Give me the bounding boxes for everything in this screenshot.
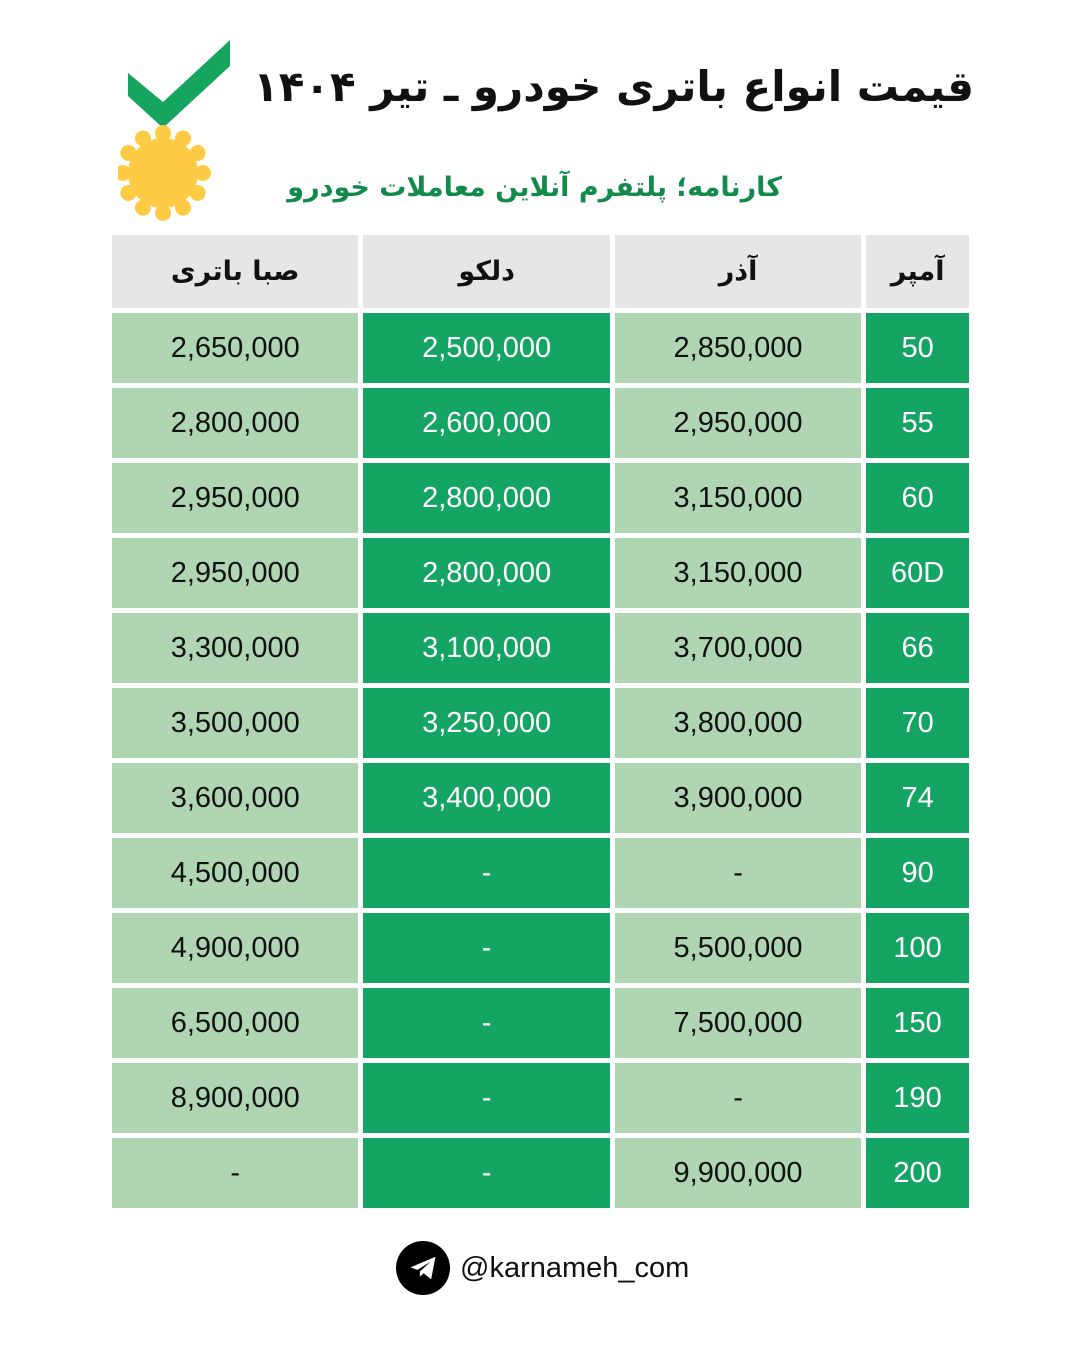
cell-amp: 90 [866, 838, 969, 908]
cell-delkor: 2,800,000 [363, 463, 609, 533]
cell-saba: 2,950,000 [112, 538, 358, 608]
cell-delkor: 2,800,000 [363, 538, 609, 608]
cell-amp: 66 [866, 613, 969, 683]
check-icon [128, 40, 230, 128]
table-row [112, 1063, 969, 1133]
cell-delkor: - [363, 913, 609, 983]
rosette-badge-icon [118, 125, 211, 221]
page-title: قیمت انواع باتری خودرو ـ تیر ۱۴۰۴ [253, 62, 974, 111]
table-row [112, 1138, 969, 1208]
table-row [112, 763, 969, 833]
cell-delkor: - [363, 988, 609, 1058]
page-subtitle: کارنامه؛ پلتفرم آنلاین معاملات خودرو [287, 172, 782, 203]
cell-saba: 6,500,000 [112, 988, 358, 1058]
cell-azar: 9,900,000 [615, 1138, 861, 1208]
cell-delkor: 3,400,000 [363, 763, 609, 833]
column-header-delkor: دلکو [363, 235, 609, 308]
cell-azar: 3,800,000 [615, 688, 861, 758]
column-header-saba: صبا باتری [112, 235, 358, 308]
table-row [112, 688, 969, 758]
table-row [112, 988, 969, 1058]
cell-amp: 190 [866, 1063, 969, 1133]
table-row [112, 388, 969, 458]
table-row [112, 313, 969, 383]
column-header-amp: آمپر [866, 235, 969, 308]
cell-amp: 55 [866, 388, 969, 458]
cell-saba: 4,500,000 [112, 838, 358, 908]
cell-delkor: 3,100,000 [363, 613, 609, 683]
cell-azar: - [615, 838, 861, 908]
cell-azar: - [615, 1063, 861, 1133]
cell-amp: 60D [866, 538, 969, 608]
telegram-icon[interactable] [396, 1241, 450, 1295]
table-row [112, 463, 969, 533]
cell-delkor: 3,250,000 [363, 688, 609, 758]
cell-amp: 50 [866, 313, 969, 383]
cell-amp: 74 [866, 763, 969, 833]
cell-azar: 3,150,000 [615, 463, 861, 533]
footer-contact [396, 1240, 689, 1296]
price-table [107, 230, 974, 1213]
table-body [112, 313, 969, 1208]
cell-delkor: - [363, 1063, 609, 1133]
cell-delkor: - [363, 838, 609, 908]
cell-amp: 100 [866, 913, 969, 983]
cell-amp: 150 [866, 988, 969, 1058]
cell-saba: 3,500,000 [112, 688, 358, 758]
column-header-azar: آذر [615, 235, 861, 308]
cell-saba: 8,900,000 [112, 1063, 358, 1133]
cell-saba: - [112, 1138, 358, 1208]
table-row [112, 613, 969, 683]
cell-delkor: 2,600,000 [363, 388, 609, 458]
cell-azar: 3,150,000 [615, 538, 861, 608]
table-row [112, 913, 969, 983]
cell-amp: 60 [866, 463, 969, 533]
cell-azar: 2,950,000 [615, 388, 861, 458]
cell-saba: 2,950,000 [112, 463, 358, 533]
cell-saba: 4,900,000 [112, 913, 358, 983]
table-header-row [112, 235, 969, 308]
cell-azar: 3,900,000 [615, 763, 861, 833]
cell-saba: 3,300,000 [112, 613, 358, 683]
table-row [112, 538, 969, 608]
cell-delkor: - [363, 1138, 609, 1208]
cell-amp: 200 [866, 1138, 969, 1208]
cell-saba: 2,650,000 [112, 313, 358, 383]
social-handle[interactable]: @karnameh_com [460, 1251, 690, 1284]
cell-delkor: 2,500,000 [363, 313, 609, 383]
cell-amp: 70 [866, 688, 969, 758]
cell-azar: 3,700,000 [615, 613, 861, 683]
cell-saba: 3,600,000 [112, 763, 358, 833]
cell-azar: 5,500,000 [615, 913, 861, 983]
cell-saba: 2,800,000 [112, 388, 358, 458]
cell-azar: 7,500,000 [615, 988, 861, 1058]
cell-azar: 2,850,000 [615, 313, 861, 383]
brand-logo-icon [118, 38, 238, 223]
table-row [112, 838, 969, 908]
